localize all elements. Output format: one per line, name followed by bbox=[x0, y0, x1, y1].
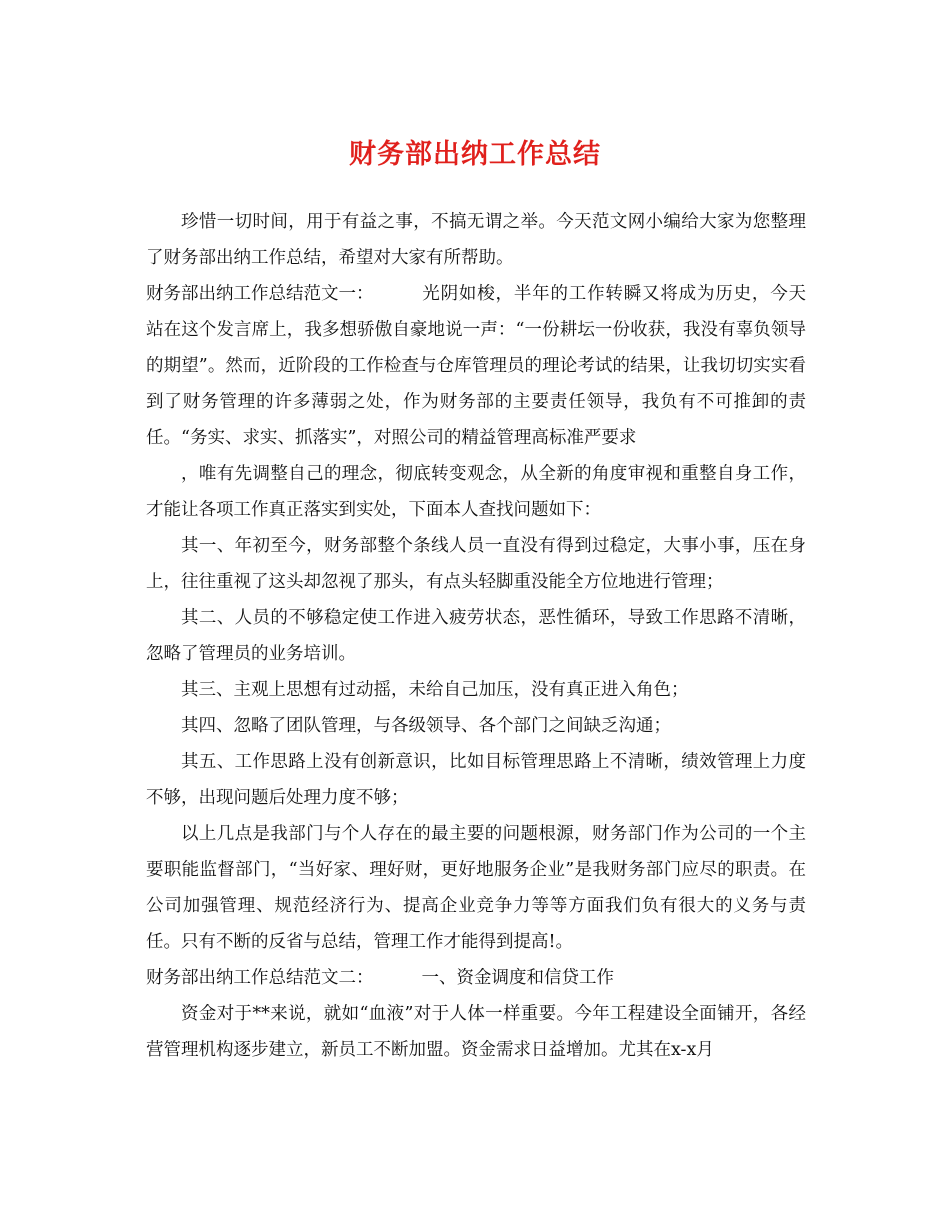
issue-item-2: 其二、人员的不够稳定使工作进入疲劳状态，恶性循环，导致工作思路不清晰，忽略了管理员的业务培训。 bbox=[146, 608, 806, 664]
section-1-text: 光阴如梭，半年的工作转瞬又将成为历史，今天站在这个发言席上，我多想骄傲自豪地说一声：“一份耕坛一份收获，我没有辜负领导的期望”。然而，近阶段的工作检查与仓库管理员的理论考试的结果，让我切切实实看到了财务管理的许多薄弱之处，作为财务部的主要责任领导，我负有不可推卸的责任。“务实、求实、抓落实”，对照公司的精益管理高标准严要求 bbox=[146, 284, 806, 448]
section-1-continuation: ，唯有先调整自己的理念，彻底转变观念，从全新的角度审视和重整自身工作，才能让各项工作真正落实到实处，下面本人查找问题如下： bbox=[146, 464, 806, 520]
issue-item-4: 其四、忽略了团队管理，与各级领导、各个部门之间缺乏沟通； bbox=[181, 716, 671, 736]
section-1-heading: 财务部出纳工作总结范文一： bbox=[146, 284, 374, 304]
section-2-subheading: 一、资金调度和信贷工作 bbox=[421, 968, 614, 988]
section-2-text: 资金对于**来说，就如“血液”对于人体一样重要。今年工程建设全面铺开，各经营管理机构逐步建立，新员工不断加盟。资金需求日益增加。尤其在x-x月 bbox=[146, 1004, 806, 1060]
document-body bbox=[146, 204, 806, 1068]
issue-item-3: 其三、主观上思想有过动摇，未给自己加压，没有真正进入角色； bbox=[181, 680, 689, 700]
conclusion-paragraph: 以上几点是我部门与个人存在的最主要的问题根源，财务部门作为公司的一个主要职能监督部门，“当好家、理好财，更好地服务企业”是我财务部门应尽的职责。在公司加强管理、规范经济行为、提高企业竞争力等等方面我们负有很大的义务与责任。只有不断的反省与总结，管理工作才能得到提高!。 bbox=[146, 824, 806, 952]
issue-item-1: 其一、年初至今，财务部整个条线人员一直没有得到过稳定，大事小事，压在身上，往往重视了这头却忽视了那头，有点头轻脚重没能全方位地进行管理； bbox=[146, 536, 806, 592]
section-2-heading: 财务部出纳工作总结范文二： bbox=[146, 968, 374, 988]
document-title: 财务部出纳工作总结 bbox=[349, 139, 601, 170]
section-1-paragraph bbox=[146, 276, 806, 456]
issue-item-5: 其五、工作思路上没有创新意识，比如目标管理思路上不清晰，绩效管理上力度不够，出现问题后处理力度不够； bbox=[146, 752, 806, 808]
intro-paragraph: 珍惜一切时间，用于有益之事，不搞无谓之举。今天范文网小编给大家为您整理了财务部出纳工作总结，希望对大家有所帮助。 bbox=[146, 212, 806, 268]
section-2-paragraph bbox=[146, 960, 806, 996]
